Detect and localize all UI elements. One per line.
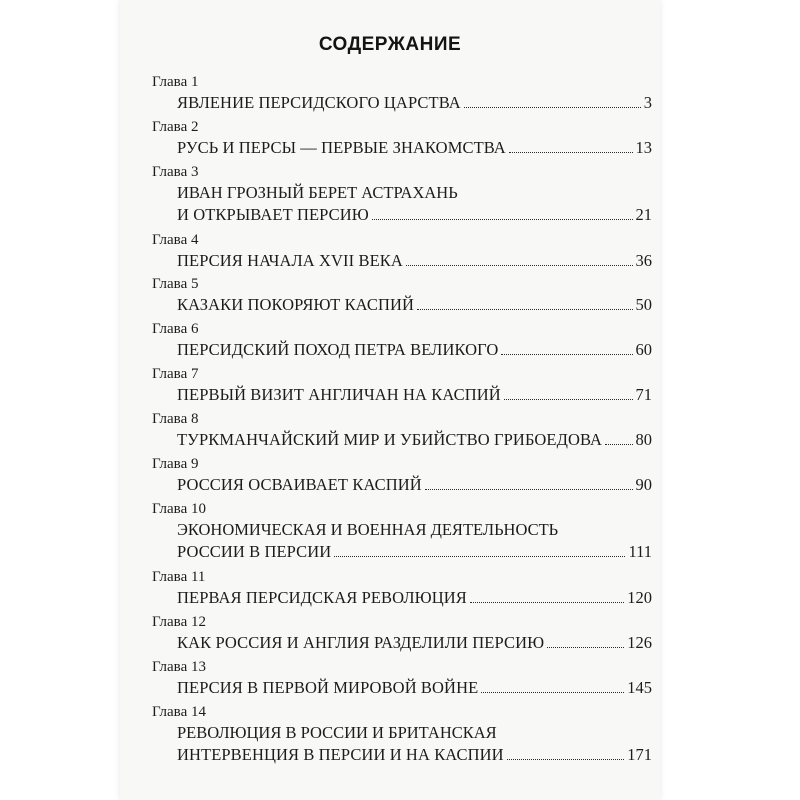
chapter-title-line: ПЕРВЫЙ ВИЗИТ АНГЛИЧАН НА КАСПИЙ bbox=[177, 385, 501, 404]
chapter-entry bbox=[152, 567, 652, 609]
chapter-title-row bbox=[177, 744, 652, 766]
chapter-title-row bbox=[177, 137, 652, 159]
chapter-entry bbox=[152, 230, 652, 272]
chapter-title-line: ПЕРСИДСКИЙ ПОХОД ПЕТРА ВЕЛИКОГО bbox=[177, 340, 499, 359]
chapter-entry bbox=[152, 162, 652, 226]
page-number: 90 bbox=[635, 475, 652, 494]
page-number: 50 bbox=[635, 295, 652, 314]
chapter-title-line: ПЕРСИЯ В ПЕРВОЙ МИРОВОЙ ВОЙНЕ bbox=[177, 678, 479, 697]
chapter-title-line: ИНТЕРВЕНЦИЯ В ПЕРСИИ И НА КАСПИИ bbox=[177, 745, 504, 764]
page-title: СОДЕРЖАНИЕ bbox=[318, 34, 462, 55]
chapter-title-line: РОССИЯ ОСВАИВАЕТ КАСПИЙ bbox=[177, 475, 422, 494]
dot-leader bbox=[372, 219, 633, 220]
chapter-title-row bbox=[177, 204, 652, 226]
chapter-title-row bbox=[177, 339, 652, 361]
chapter-title-row bbox=[177, 541, 652, 563]
page-number: 3 bbox=[643, 93, 652, 112]
chapter-title-line: ТУРКМАНЧАЙСКИЙ МИР И УБИЙСТВО ГРИБОЕДОВА bbox=[177, 430, 603, 449]
chapter-label: Глава 10 bbox=[152, 501, 206, 517]
chapter-label: Глава 9 bbox=[152, 456, 199, 472]
dot-leader bbox=[334, 556, 625, 557]
page-number: 171 bbox=[627, 745, 652, 764]
chapter-title-row bbox=[177, 92, 652, 114]
chapter-title-row bbox=[177, 384, 652, 406]
chapter-title-line: КАЗАКИ ПОКОРЯЮТ КАСПИЙ bbox=[177, 295, 415, 314]
page-number: 60 bbox=[635, 340, 652, 359]
chapter-entry bbox=[152, 364, 652, 406]
chapter-entry bbox=[152, 409, 652, 451]
page-number: 21 bbox=[635, 205, 652, 224]
dot-leader bbox=[417, 309, 632, 310]
chapter-title-line: ИВАН ГРОЗНЫЙ БЕРЕТ АСТРАХАНЬ bbox=[177, 183, 458, 202]
chapter-label: Глава 11 bbox=[152, 569, 206, 585]
dot-leader bbox=[464, 107, 641, 108]
chapter-title-row bbox=[177, 587, 652, 609]
chapter-title-line: КАК РОССИЯ И АНГЛИЯ РАЗДЕЛИЛИ ПЕРСИЮ bbox=[177, 633, 545, 652]
chapter-title-line: ЭКОНОМИЧЕСКАЯ И ВОЕННАЯ ДЕЯТЕЛЬНОСТЬ bbox=[177, 520, 559, 539]
table-of-contents bbox=[120, 0, 660, 800]
chapter-label: Глава 4 bbox=[152, 232, 199, 248]
chapter-label: Глава 5 bbox=[152, 276, 199, 292]
chapter-label: Глава 8 bbox=[152, 411, 199, 427]
dot-leader bbox=[501, 354, 632, 355]
dot-leader bbox=[547, 647, 624, 648]
dot-leader bbox=[406, 265, 633, 266]
dot-leader bbox=[509, 152, 633, 153]
dot-leader bbox=[507, 759, 625, 760]
chapter-title-line: РУСЬ И ПЕРСЫ — ПЕРВЫЕ ЗНАКОМСТВА bbox=[177, 138, 506, 157]
chapter-entry bbox=[152, 72, 652, 114]
page-number: 36 bbox=[635, 251, 652, 270]
chapter-entry bbox=[152, 612, 652, 654]
chapter-label: Глава 2 bbox=[152, 119, 199, 135]
page-number: 111 bbox=[628, 542, 652, 561]
chapter-label: Глава 1 bbox=[152, 74, 199, 90]
chapter-entry bbox=[152, 657, 652, 699]
dot-leader bbox=[470, 602, 624, 603]
dot-leader bbox=[425, 489, 633, 490]
chapter-entry bbox=[152, 454, 652, 496]
dot-leader bbox=[481, 692, 624, 693]
chapter-entry bbox=[152, 702, 652, 766]
chapter-title-row bbox=[177, 474, 652, 496]
chapter-label: Глава 13 bbox=[152, 659, 206, 675]
chapter-title-line: ПЕРВАЯ ПЕРСИДСКАЯ РЕВОЛЮЦИЯ bbox=[177, 588, 467, 607]
dot-leader bbox=[605, 444, 632, 445]
page-number: 126 bbox=[627, 633, 652, 652]
chapter-label: Глава 6 bbox=[152, 321, 199, 337]
chapter-title-line: ПЕРСИЯ НАЧАЛА XVII ВЕКА bbox=[177, 251, 403, 270]
chapter-title-line: И ОТКРЫВАЕТ ПЕРСИЮ bbox=[177, 205, 369, 224]
chapter-label: Глава 7 bbox=[152, 366, 199, 382]
chapter-title-row bbox=[177, 250, 652, 272]
chapter-title-row bbox=[177, 677, 652, 699]
page-number: 71 bbox=[635, 385, 652, 404]
chapter-title-line: ЯВЛЕНИЕ ПЕРСИДСКОГО ЦАРСТВА bbox=[177, 93, 461, 112]
chapter-title-line: РОССИИ В ПЕРСИИ bbox=[177, 542, 332, 561]
chapter-entry bbox=[152, 274, 652, 316]
chapter-label: Глава 14 bbox=[152, 704, 206, 720]
chapter-entry bbox=[152, 117, 652, 159]
chapter-title-row bbox=[177, 294, 652, 316]
page-number: 13 bbox=[635, 138, 652, 157]
book-page bbox=[120, 0, 660, 800]
page-number: 120 bbox=[627, 588, 652, 607]
chapter-entry bbox=[152, 499, 652, 563]
dot-leader bbox=[504, 399, 633, 400]
chapter-title-row bbox=[177, 632, 652, 654]
chapter-label: Глава 3 bbox=[152, 164, 199, 180]
page-number: 145 bbox=[627, 678, 652, 697]
page-number: 80 bbox=[635, 430, 652, 449]
chapter-entry bbox=[152, 319, 652, 361]
chapter-title-line: РЕВОЛЮЦИЯ В РОССИИ И БРИТАНСКАЯ bbox=[177, 723, 497, 742]
chapter-label: Глава 12 bbox=[152, 614, 206, 630]
chapter-title-row bbox=[177, 429, 652, 451]
